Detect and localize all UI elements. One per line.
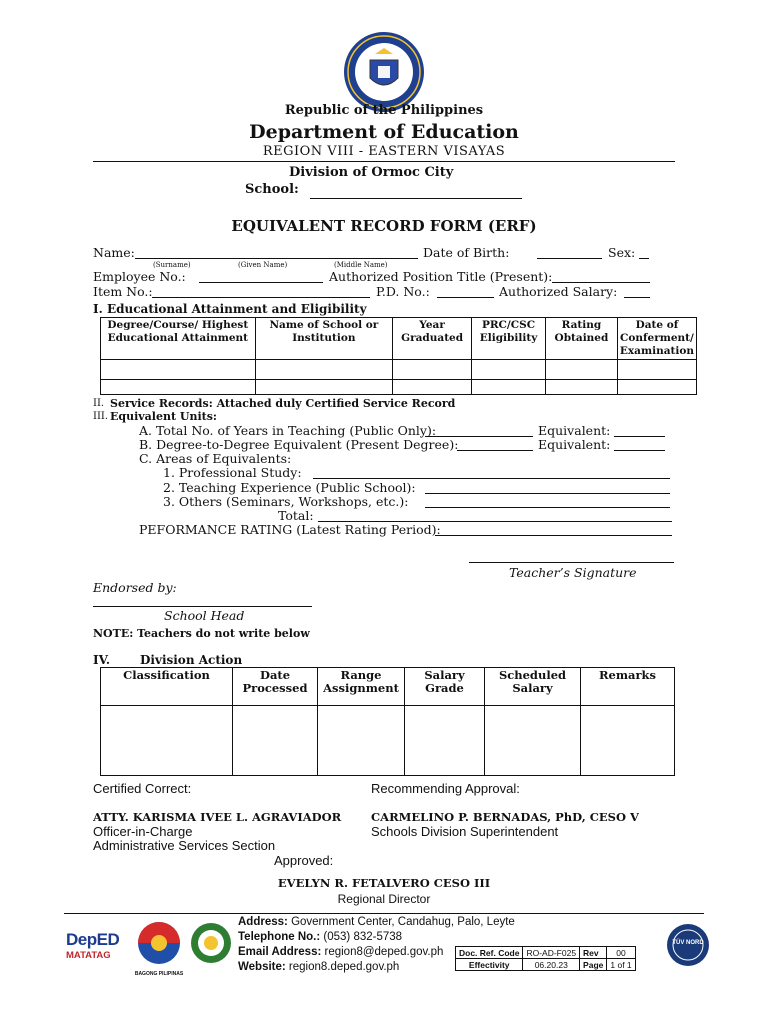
education-header-cell: Year Graduated xyxy=(393,318,472,360)
note-text: NOTE: Teachers do not write below xyxy=(93,627,310,640)
region-seal-icon xyxy=(190,922,232,964)
bagong-pilipinas-icon xyxy=(133,920,185,966)
table-cell[interactable] xyxy=(393,380,472,395)
table-cell[interactable] xyxy=(485,706,581,776)
table-cell[interactable] xyxy=(255,380,393,395)
footer-address xyxy=(238,916,515,928)
education-header-cell: Name of School or Institution xyxy=(255,318,393,360)
doc-ref-label: Doc. Ref. Code xyxy=(456,947,523,959)
pd-field[interactable] xyxy=(437,284,494,298)
surname-caption: (Surname) xyxy=(153,261,191,269)
employee-field[interactable] xyxy=(199,269,323,283)
address-value: Government Center, Candahug, Palo, Leyte xyxy=(291,916,515,928)
education-header-cell: PRC/CSC Eligibility xyxy=(472,318,546,360)
school-head-line[interactable] xyxy=(93,606,312,607)
division-text: Division of Ormoc City xyxy=(289,165,454,180)
name-field[interactable] xyxy=(135,245,418,259)
given-caption: (Given Name) xyxy=(238,261,288,269)
table-cell[interactable] xyxy=(545,360,617,380)
school-field[interactable] xyxy=(310,184,522,199)
salary-label: Authorized Salary: xyxy=(499,284,618,299)
education-row[interactable] xyxy=(101,380,697,395)
deped-logo xyxy=(66,930,126,970)
division-header-cell: Classification xyxy=(101,668,233,706)
table-cell[interactable] xyxy=(101,380,256,395)
division-action-table xyxy=(100,667,675,776)
footer-phone xyxy=(238,931,402,943)
units-c1-label: 1. Professional Study: xyxy=(163,465,302,480)
table-cell[interactable] xyxy=(472,380,546,395)
education-header-cell: Rating Obtained xyxy=(545,318,617,360)
doc-ref-table xyxy=(455,946,636,971)
salary-field[interactable] xyxy=(624,284,650,298)
units-c-label: C. Areas of Equivalents: xyxy=(139,451,292,466)
division-header-cell: Range Assignment xyxy=(318,668,405,706)
table-cell[interactable] xyxy=(318,706,405,776)
units-c3-field[interactable] xyxy=(425,494,670,508)
effectivity-label: Effectivity xyxy=(456,959,523,971)
page-value: 1 of 1 xyxy=(607,959,635,971)
email-label: Email Address: xyxy=(238,946,322,958)
equivalent-a-field[interactable] xyxy=(614,423,665,437)
position-field[interactable] xyxy=(552,269,650,283)
section2-num: II. xyxy=(93,398,105,409)
header-rule xyxy=(93,161,675,162)
website-label: Website: xyxy=(238,961,286,973)
equivalent-b-label: Equivalent: xyxy=(538,437,611,452)
division-header-cell: Remarks xyxy=(581,668,675,706)
table-cell[interactable] xyxy=(101,360,256,380)
division-header-cell: Date Processed xyxy=(233,668,318,706)
education-table xyxy=(100,317,697,395)
director-title: Regional Director xyxy=(337,892,431,906)
tuv-nord-text: TÜV NORD xyxy=(672,940,704,946)
phone-label: Telephone No.: xyxy=(238,931,321,943)
equivalent-b-field[interactable] xyxy=(614,437,665,451)
sex-label: Sex: xyxy=(608,245,636,260)
form-title: EQUIVALENT RECORD FORM (ERF) xyxy=(231,217,537,235)
section2-text: Service Records: Attached duly Certified Service Record xyxy=(110,397,456,410)
table-cell[interactable] xyxy=(255,360,393,380)
total-label: Total: xyxy=(278,508,314,523)
phone-value: (053) 832-5738 xyxy=(323,931,403,943)
units-c2-label: 2. Teaching Experience (Public School): xyxy=(163,480,416,495)
officer-section: Administrative Services Section xyxy=(93,838,276,853)
tuv-nord-logo xyxy=(665,922,711,968)
certified-label: Certified Correct: xyxy=(93,781,192,796)
bagong-pilipinas-text: BAGONG PILIPINAS xyxy=(134,971,184,977)
rating-field[interactable] xyxy=(435,522,672,536)
units-a-field[interactable] xyxy=(425,423,533,437)
section4-title: Division Action xyxy=(140,653,243,667)
officer-name: ATTY. KARISMA IVEE L. AGRAVIADOR xyxy=(93,810,342,824)
employee-label: Employee No.: xyxy=(93,269,186,284)
dob-field[interactable] xyxy=(537,245,602,259)
units-a-label: A. Total No. of Years in Teaching (Public Only): xyxy=(139,423,437,438)
superintendent-name: CARMELINO P. BERNADAS, PhD, CESO V xyxy=(371,810,639,824)
section3-num: III. xyxy=(93,411,109,422)
table-cell[interactable] xyxy=(393,360,472,380)
table-cell[interactable] xyxy=(101,706,233,776)
rating-label: PEFORMANCE RATING (Latest Rating Period): xyxy=(139,522,441,537)
school-label: School: xyxy=(245,182,299,197)
footer-website xyxy=(238,961,399,973)
name-label: Name: xyxy=(93,245,135,260)
education-row[interactable] xyxy=(101,360,697,380)
table-cell[interactable] xyxy=(472,360,546,380)
table-cell[interactable] xyxy=(233,706,318,776)
education-header-cell: Degree/Course/ Highest Educational Attainment xyxy=(101,318,256,360)
region-seal xyxy=(190,922,232,964)
effectivity-value: 06.20.23 xyxy=(523,959,580,971)
units-c3-label: 3. Others (Seminars, Workshops, etc.): xyxy=(163,494,409,509)
equivalent-a-label: Equivalent: xyxy=(538,423,611,438)
division-header-cell: Scheduled Salary xyxy=(485,668,581,706)
division-header-row xyxy=(101,668,675,706)
rev-label: Rev xyxy=(580,947,607,959)
education-header-row xyxy=(101,318,697,360)
division-row[interactable] xyxy=(101,706,675,776)
teacher-signature-line[interactable] xyxy=(469,562,674,563)
deped-seal xyxy=(342,30,426,114)
section1-title: I. Educational Attainment and Eligibility xyxy=(93,302,367,316)
table-cell[interactable] xyxy=(617,360,696,380)
doc-ref-value: RO-AD-F025 xyxy=(523,947,580,959)
units-c1-field[interactable] xyxy=(313,465,670,479)
school-head-label: School Head xyxy=(164,608,245,623)
superintendent-title: Schools Division Superintendent xyxy=(371,824,559,839)
page-label: Page xyxy=(580,959,607,971)
middle-caption: (Middle Name) xyxy=(334,261,388,269)
department-title: Department of Education xyxy=(249,121,519,143)
website-value[interactable]: region8.deped.gov.ph xyxy=(288,961,400,973)
deped-logo-text: DepED xyxy=(66,930,120,949)
officer-title: Officer-in-Charge xyxy=(93,824,193,839)
units-b-label: B. Degree-to-Degree Equivalent (Present Degree): xyxy=(139,437,459,452)
footer-rule xyxy=(64,913,704,914)
pd-label: P.D. No.: xyxy=(376,284,430,299)
email-value[interactable]: region8@deped.gov.ph xyxy=(324,946,444,958)
republic-text: Republic of the Philippines xyxy=(284,103,484,118)
section3-title: Equivalent Units: xyxy=(110,410,217,423)
director-name: EVELYN R. FETALVERO CESO III xyxy=(277,876,491,890)
sex-field[interactable] xyxy=(639,245,649,259)
approved-label: Approved: xyxy=(274,853,334,868)
table-cell[interactable] xyxy=(581,706,675,776)
units-c2-field[interactable] xyxy=(425,480,670,494)
table-cell[interactable] xyxy=(617,380,696,395)
address-label: Address: xyxy=(238,916,288,928)
footer-email xyxy=(238,946,443,958)
deped-seal-icon xyxy=(342,30,426,114)
position-label: Authorized Position Title (Present): xyxy=(329,269,553,284)
item-field[interactable] xyxy=(152,284,370,298)
endorsed-label: Endorsed by: xyxy=(93,580,177,595)
table-cell[interactable] xyxy=(545,380,617,395)
region-text: REGION VIII - EASTERN VISAYAS xyxy=(262,144,506,159)
bagong-pilipinas-logo xyxy=(133,920,185,980)
rev-value: 00 xyxy=(607,947,635,959)
units-b-field[interactable] xyxy=(457,437,533,451)
division-header-cell: Salary Grade xyxy=(405,668,485,706)
total-field[interactable] xyxy=(318,508,672,522)
recommending-label: Recommending Approval: xyxy=(371,781,520,796)
table-cell[interactable] xyxy=(405,706,485,776)
dob-label: Date of Birth: xyxy=(423,245,510,260)
teacher-signature-label: Teacher’s Signature xyxy=(509,565,637,580)
education-header-cell: Date of Conferment/ Examination xyxy=(617,318,696,360)
item-label: Item No.: xyxy=(93,284,153,299)
matatag-text: MATATAG xyxy=(66,950,111,961)
section4-num: IV. xyxy=(93,653,111,667)
